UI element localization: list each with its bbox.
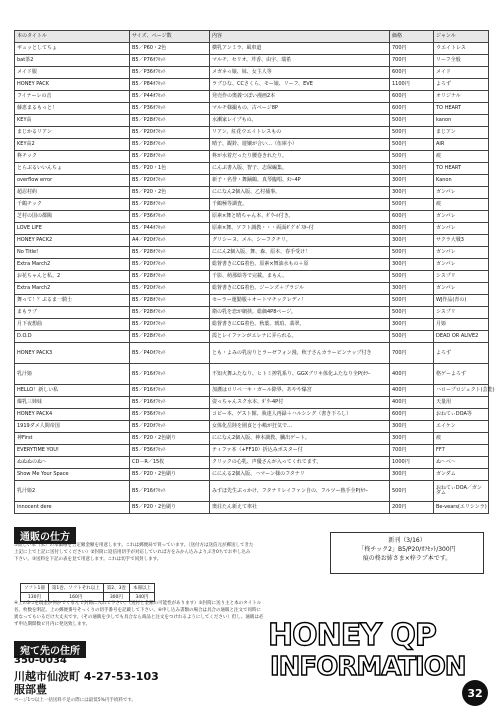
footer-note: ページ1つ以上一括送料不足の際には最低5%円手続料です。: [14, 698, 137, 703]
postal-code: 350-0034: [14, 655, 67, 666]
cell-title: EVERYTIME YOU!: [15, 445, 130, 457]
table-row: [15, 43, 489, 55]
cell-title: HONEY PACK4: [15, 409, 130, 421]
cell-price: 500円: [390, 295, 434, 307]
cell-price: 200円: [390, 502, 434, 514]
table-row: [15, 409, 489, 421]
cell-title: 藤恵まるもっと！: [15, 103, 130, 115]
cell-genre: リーフ全般: [434, 55, 489, 67]
cell-content: とも・よみの乳房りとラーゼフォン漫、秋子さんカラーピンナップ付き: [210, 343, 390, 364]
cell-genre: TO HEART: [434, 103, 489, 115]
cell-title: 千鶴チック: [15, 199, 130, 211]
cell-title: 乳汁姫: [15, 364, 130, 385]
shipping-cell: 第1巻、ソフトそれ以上: [48, 584, 103, 593]
cell-genre: ぬ～べ～: [434, 457, 489, 469]
cell-genre: ガンパレ: [434, 187, 489, 199]
table-row: [15, 421, 489, 433]
cell-genre: ガンパレ: [434, 211, 489, 223]
order-heading: 通販の仕方: [14, 527, 76, 544]
cell-spec: B5／P20ｵﾌｾｯﾄ: [130, 175, 210, 187]
recipient-name: 服部豊: [14, 683, 47, 696]
cell-price: 500円: [390, 115, 434, 127]
cell-content: 衛の乳を恋が網挟。総価4P8ページ。: [210, 307, 390, 319]
cell-price: 600円: [390, 409, 434, 421]
cell-title: 舞って！？ぷるま一騎士: [15, 295, 130, 307]
cell-price: 300円: [390, 175, 434, 187]
cell-content: マルチ、セリオ、芹香、由宇、瑞希: [210, 55, 390, 67]
new-release-title: 「柊チック2」B5/P20/ｵﾌｾｯﾄ/300円: [358, 546, 456, 553]
cell-content: 横乳アンミラ、風車道: [210, 43, 390, 55]
cell-price: 600円: [390, 67, 434, 79]
cell-content: 総督書きにCG着色、秋葉、琥珀、翡翠。: [210, 319, 390, 331]
cell-genre: Be-vears(エリシンラ): [434, 502, 489, 514]
cell-price: 600円: [390, 91, 434, 103]
cell-title: Extra March2: [15, 283, 130, 295]
cell-spec: B5／P28ｵﾌｾｯﾄ: [130, 295, 210, 307]
cell-spec: B5／P36ｵﾌｾｯﾄ: [130, 445, 210, 457]
cell-price: 300円: [390, 187, 434, 199]
cell-content: にになん2個入版、乙村捕事。: [210, 187, 390, 199]
cell-content: 不知火舞ふたなり、ヒトミ搾乳系り、GGXブリキ体化ふたなり全P(ｶﾗｰ: [210, 364, 390, 385]
cell-content: 女体化岳陸を圏食と小嶋が狂気で…: [210, 421, 390, 433]
address-heading: 宛て先の住所: [14, 641, 86, 658]
table-row: [15, 364, 489, 385]
cell-genre: まじアン: [434, 127, 489, 139]
table-row: [15, 481, 489, 502]
col-header-spec: サイズ、ページ数: [130, 31, 210, 43]
shipping-cell: 340円: [129, 593, 154, 602]
cell-price: 500円: [390, 331, 434, 343]
cell-price: 300円: [390, 469, 434, 481]
cell-content: グリシーヌ、メル、シーフクチリ。: [210, 235, 390, 247]
shipping-cell: 300円: [103, 593, 129, 602]
cell-genre: サクラ大戦3: [434, 235, 489, 247]
cell-genre: シスプリ: [434, 271, 489, 283]
order-instructions: ①欲しい本（本）の本価格を合定額金額を用意します。これは郵便局で買っています。（送付方は送信元が郵送してきた上記に上で上記に送付してください）②封筒に返信用切手が対応していれば方をみかん込みよりぶき0ちでお申し込み下さい。③送料を下記の表を見て用意します。これは切手で同封します。: [14, 543, 254, 562]
cell-content: 新子・名誉・舞踊鶴、真琴臨唱、ﾀﾝｰ4P: [210, 175, 390, 187]
table-row: [15, 187, 489, 199]
cell-spec: B5／P16ｵﾌｾｯﾄ: [130, 364, 210, 385]
cell-price: 500円: [390, 481, 434, 502]
cell-spec: B5／P20・2色刷り: [130, 433, 210, 445]
table-row: [15, 175, 489, 187]
cell-price: 700円: [390, 55, 434, 67]
cell-content: クリックの心乳、声優さんが入ってくれてます。: [210, 457, 390, 469]
cell-spec: B5／P28ｵﾌｾｯﾄ: [130, 139, 210, 151]
cell-price: 300円: [390, 163, 434, 175]
cell-genre: 痕: [434, 199, 489, 211]
cell-genre: ハロープロジェクト(芸能): [434, 385, 489, 397]
cell-spec: B5／P16ｵﾌｾｯﾄ: [130, 385, 210, 397]
catalog-table: [14, 30, 495, 514]
table-row: [15, 283, 489, 295]
shipping-cell: 第2、3巻: [103, 584, 129, 593]
cell-title: とらぶるいいんちょ: [15, 163, 130, 175]
table-row: [15, 247, 489, 259]
cell-content: ティファ本（+FF10）折込みポスター付: [210, 445, 390, 457]
cell-spec: B5／P84ｵﾌｾｯﾄ: [130, 79, 210, 91]
table-row: [15, 91, 489, 103]
cell-genre: メイド: [434, 67, 489, 79]
new-release-date: 新刊（3/16）: [388, 537, 426, 544]
cell-spec: B5／P20ｵﾌｾｯﾄ: [130, 319, 210, 331]
new-release-box: [330, 532, 484, 574]
cell-spec: CD－R／15枚: [130, 457, 210, 469]
cell-spec: B5／P28ｵﾌｾｯﾄ: [130, 271, 210, 283]
cell-genre: 格ゲーよろず: [434, 364, 489, 385]
cell-price: 700円: [390, 445, 434, 457]
cell-title: Show Me Your Space: [15, 469, 130, 481]
cell-content: 姿っちゃんスク水本、ﾀﾞｳｰ4P付: [210, 397, 390, 409]
cell-price: 400円: [390, 397, 434, 409]
mailing-address: 川越市仙波町 4-27-53-103: [14, 670, 159, 683]
cell-content: 晴子、観鈴、遊嬢が合い…（伍庫小）: [210, 139, 390, 151]
cell-title: お花ちゃんと私。2: [15, 271, 130, 283]
cell-content: 水瀬家レイプもの。: [210, 115, 390, 127]
cell-spec: B5／P20ｵﾌｾｯﾄ: [130, 127, 210, 139]
table-row: [15, 295, 489, 307]
cell-spec: B5／P28ｵﾌｾｯﾄ: [130, 307, 210, 319]
cell-genre: シスプリ: [434, 307, 489, 319]
cell-content: にになん2個入版、神本調教、臓出ゲート。: [210, 433, 390, 445]
table-row: [15, 79, 489, 91]
cell-title: HONEY PACK: [15, 79, 130, 91]
cell-price: 1000円: [390, 457, 434, 469]
cell-title: 柊チック: [15, 151, 130, 163]
table-row: [15, 457, 489, 469]
cell-spec: B5／P16ｵﾌｾｯﾄ: [130, 397, 210, 409]
cell-price: 300円: [390, 235, 434, 247]
cell-genre: WJ作品(青の): [434, 295, 489, 307]
cell-genre: おねてぃDOA等: [434, 409, 489, 421]
cell-title: まもラブ: [15, 307, 130, 319]
cell-title: KEY高2: [15, 139, 130, 151]
cell-spec: B5／P44ｵﾌｾｯﾄ: [130, 223, 210, 235]
cell-title: Extra March2: [15, 259, 130, 271]
cell-spec: B5／P20ｵﾌｾｯﾄ: [130, 283, 210, 295]
cell-title: ギュッとしてちょ: [15, 43, 130, 55]
cell-title: innocent dere: [15, 502, 130, 514]
cell-spec: A4／P20ｵﾌｾｯﾄ: [130, 235, 210, 247]
cell-title: bat茶2: [15, 55, 130, 67]
cell-genre: 痕: [434, 151, 489, 163]
cell-content: みずほ先生ぷっかけ、フタナリレイファン自の、フルツー熱手全P(ｶﾗｰ: [210, 481, 390, 502]
cell-genre: ガンパレ: [434, 223, 489, 235]
shipping-cell: ソフト1冊: [21, 584, 49, 593]
cell-spec: B5／P28ｵﾌｾｯﾄ: [130, 199, 210, 211]
cell-price: 1100円: [390, 79, 434, 91]
cell-content: 原素×舞と晴ちゃん本、ﾀﾞｳｰﾙ付き。: [210, 211, 390, 223]
table-row: [15, 319, 489, 331]
cell-spec: B5／P16ｵﾌｾｯﾄ: [130, 481, 210, 502]
cell-price: 500円: [390, 151, 434, 163]
cell-genre: おねてぃDOA／ガンダム: [434, 481, 489, 502]
cell-genre: 痕: [434, 433, 489, 445]
cell-title: overflow error: [15, 175, 130, 187]
cell-price: 700円: [390, 43, 434, 55]
cell-title: No Title!: [15, 247, 130, 259]
cell-genre: kanon: [434, 115, 489, 127]
cell-price: 300円: [390, 433, 434, 445]
table-row: [15, 235, 489, 247]
cell-content: ラブひな、CCさくら、モー娘、リーフ、EVE: [210, 79, 390, 91]
cell-content: にんぶ書入版、智子、志保編集。: [210, 163, 390, 175]
cell-content: 発売作の奥義つぽい漫画2本: [210, 91, 390, 103]
col-header-genre: ジャンル: [434, 31, 489, 43]
cell-genre: エイケン: [434, 421, 489, 433]
brand-title: HONEY QP: [268, 618, 436, 653]
cell-title: ぬぬぬのぬ～: [15, 457, 130, 469]
cell-spec: B5／P28ｵﾌｾｯﾄ: [130, 151, 210, 163]
shipping-cell: 本冊以上: [129, 584, 154, 593]
table-row: [15, 445, 489, 457]
cell-spec: B5／P36ｵﾌｾｯﾄ: [130, 67, 210, 79]
table-row: [15, 331, 489, 343]
page-number: 32: [462, 680, 488, 706]
table-row: [15, 307, 489, 319]
brand-subtitle: INFORMATION: [270, 652, 466, 682]
table-row: [15, 502, 489, 514]
cell-content: コピー本、ゲスト館、執達人再録＋ハルシシグ（書き下ろし）: [210, 409, 390, 421]
cell-spec: B5／P36ｵﾌｾｯﾄ: [130, 103, 210, 115]
cell-price: 400円: [390, 385, 434, 397]
new-release-desc: 痕の柊お姉さま×梓ラブ本です。: [362, 555, 452, 562]
cell-spec: B5／P20・1色: [130, 163, 210, 175]
cell-title: LOVE LIFE: [15, 223, 130, 235]
table-row: [15, 211, 489, 223]
cell-genre: ガンパレ: [434, 259, 489, 271]
cell-spec: B5／P76ｵﾌｾｯﾄ: [130, 55, 210, 67]
cell-content: 霞とレイファンがエレナに弄られる。: [210, 331, 390, 343]
cell-price: 300円: [390, 283, 434, 295]
cell-spec: B5／P44ｵﾌｾｯﾄ: [130, 91, 210, 103]
table-row: [15, 199, 489, 211]
cell-spec: B5／P36ｵﾌｾｯﾄ: [130, 409, 210, 421]
cell-genre: Kanon: [434, 175, 489, 187]
cell-title: 神First: [15, 433, 130, 445]
cell-title: 超忍村約: [15, 187, 130, 199]
table-row: [15, 163, 489, 175]
order-instructions-cont: ④上の3つを現金か何かでくるんで封筒に入れて下さい。（送付と金額の可能性があります）⑤封筒に送り主と本のタイトル名、枚数を明記、上の郵便番号そっくりの切手番号を記載して下さい。⑥申し込み書類の場合は具合の通販と注文で同時に異なってもいるだけ大丈夫です。（その通販を少しでも具合なら商品と注文をつけれるようにしてください）但し、通販は必ず申込期間数ピ月内に発送致します。: [14, 601, 264, 627]
table-row: [15, 115, 489, 127]
cell-content: 総督書きにCG着色、原素×舞油水もの＋原: [210, 259, 390, 271]
cell-content: 千鶴極等調査。: [210, 199, 390, 211]
cell-title: HONEY PACK2: [15, 235, 130, 247]
cell-title: 芝村の国の都陽: [15, 211, 130, 223]
cell-genre: 月姫: [434, 319, 489, 331]
cell-genre: FF7: [434, 445, 489, 457]
cell-genre: ウエイトレス: [434, 43, 489, 55]
table-row: [15, 55, 489, 67]
cell-content: ににんる2個入版、ハマーン様のフタナリ: [210, 469, 390, 481]
table-row: [15, 343, 489, 364]
cell-spec: B5／P60・2色: [130, 43, 210, 55]
shipping-cell: 130円: [21, 593, 49, 602]
cell-genre: オリジナル: [434, 91, 489, 103]
catalog-body: [15, 43, 495, 514]
table-row: [15, 259, 489, 271]
cell-price: 300円: [390, 421, 434, 433]
cell-spec: B5／P20・2色刷り: [130, 469, 210, 481]
cell-genre: 天量用: [434, 397, 489, 409]
table-row: [15, 151, 489, 163]
cell-title: フイナーレの音: [15, 91, 130, 103]
cell-title: HELLO！新しい私: [15, 385, 130, 397]
cell-price: 500円: [390, 271, 434, 283]
table-row: [15, 127, 489, 139]
cell-genre: よろず: [434, 79, 489, 91]
cell-price: 500円: [390, 127, 434, 139]
cell-spec: B5／P28ｵﾌｾｯﾄ: [130, 247, 210, 259]
cell-spec: B5／P20ｵﾌｾｯﾄ: [130, 421, 210, 433]
cell-content: 原素×舞、ソフト調教・・・両面ﾀﾞｸﾞﾎﾟｽﾀｰ付: [210, 223, 390, 235]
table-row: [15, 103, 489, 115]
cell-content: 奥荘たん新えて車社: [210, 502, 390, 514]
catalog-header-row: [15, 31, 489, 43]
col-header-content: 内容: [210, 31, 390, 43]
cell-price: 500円: [390, 307, 434, 319]
cell-price: 700円: [390, 343, 434, 364]
cell-title: KEY高: [15, 115, 130, 127]
cell-price: 400円: [390, 364, 434, 385]
cell-spec: B5／P20・2色: [130, 187, 210, 199]
cell-content: 柊が水着だったり腰巻きれたり。: [210, 151, 390, 163]
cell-price: 300円: [390, 319, 434, 331]
table-row: [15, 397, 489, 409]
cell-genre: ガンパレ: [434, 283, 489, 295]
cell-content: セーラー運勤服＋オートマチックレディ！: [210, 295, 390, 307]
cell-spec: B5／P40ｵﾌｾｯﾄ: [130, 343, 210, 364]
table-row: [15, 67, 489, 79]
cell-genre: ガンダム: [434, 469, 489, 481]
cell-title: まじかるリアン: [15, 127, 130, 139]
table-row: [15, 271, 489, 283]
table-row: [15, 385, 489, 397]
table-row: [15, 139, 489, 151]
cell-price: 600円: [390, 103, 434, 115]
cell-title: メイド服: [15, 67, 130, 79]
col-header-price: 価格: [390, 31, 434, 43]
cell-genre: TO HEART: [434, 163, 489, 175]
cell-genre: DEAD OR ALIVE2: [434, 331, 489, 343]
table-row: [15, 223, 489, 235]
cell-title: 乳汁姫2: [15, 481, 130, 502]
cell-title: 月下夜想曲: [15, 319, 130, 331]
shipping-cell: 160円: [48, 593, 103, 602]
cell-content: 加護はロリペ一キ・ガール除界、あやや爆宮: [210, 385, 390, 397]
cell-content: 総督書きにCG着色、ジーンズ＋ブラジル: [210, 283, 390, 295]
cell-spec: B5／P36ｵﾌｾｯﾄ: [130, 211, 210, 223]
cell-title: 爆乳三姉妹: [15, 397, 130, 409]
cell-genre: ガンパレ: [434, 247, 489, 259]
cell-price: 600円: [390, 211, 434, 223]
cell-spec: B5／P20・2色刷り: [130, 502, 210, 514]
cell-content: マルチ様撮もの、古ページ8P: [210, 103, 390, 115]
cell-price: 300円: [390, 259, 434, 271]
cell-title: D.O.D: [15, 331, 130, 343]
table-row: [15, 433, 489, 445]
cell-content: 千影、萌那絵等で完載。まもん。: [210, 271, 390, 283]
col-header-title: 本のタイトル: [15, 31, 130, 43]
cell-title: HONEY PACK3: [15, 343, 130, 364]
table-row: [15, 469, 489, 481]
cell-spec: B5／P28ｵﾌｾｯﾄ: [130, 331, 210, 343]
cell-price: 800円: [390, 223, 434, 235]
cell-genre: よろず: [434, 343, 489, 364]
cell-title: 1919ダメ人間帝国: [15, 421, 130, 433]
cell-price: 500円: [390, 199, 434, 211]
cell-price: 500円: [390, 247, 434, 259]
cell-spec: B5／P20ｵﾌｾｯﾄ: [130, 259, 210, 271]
shipping-header-row: [21, 584, 155, 593]
cell-content: メガネっ娘、妹、女主人等: [210, 67, 390, 79]
cell-spec: B5／P28ｵﾌｾｯﾄ: [130, 115, 210, 127]
cell-content: リアン、紅花ウエイトレスもの: [210, 127, 390, 139]
cell-price: 500円: [390, 139, 434, 151]
cell-content: ににん2個入版、舞、森、原本、春手受け！: [210, 247, 390, 259]
cell-genre: AIR: [434, 139, 489, 151]
